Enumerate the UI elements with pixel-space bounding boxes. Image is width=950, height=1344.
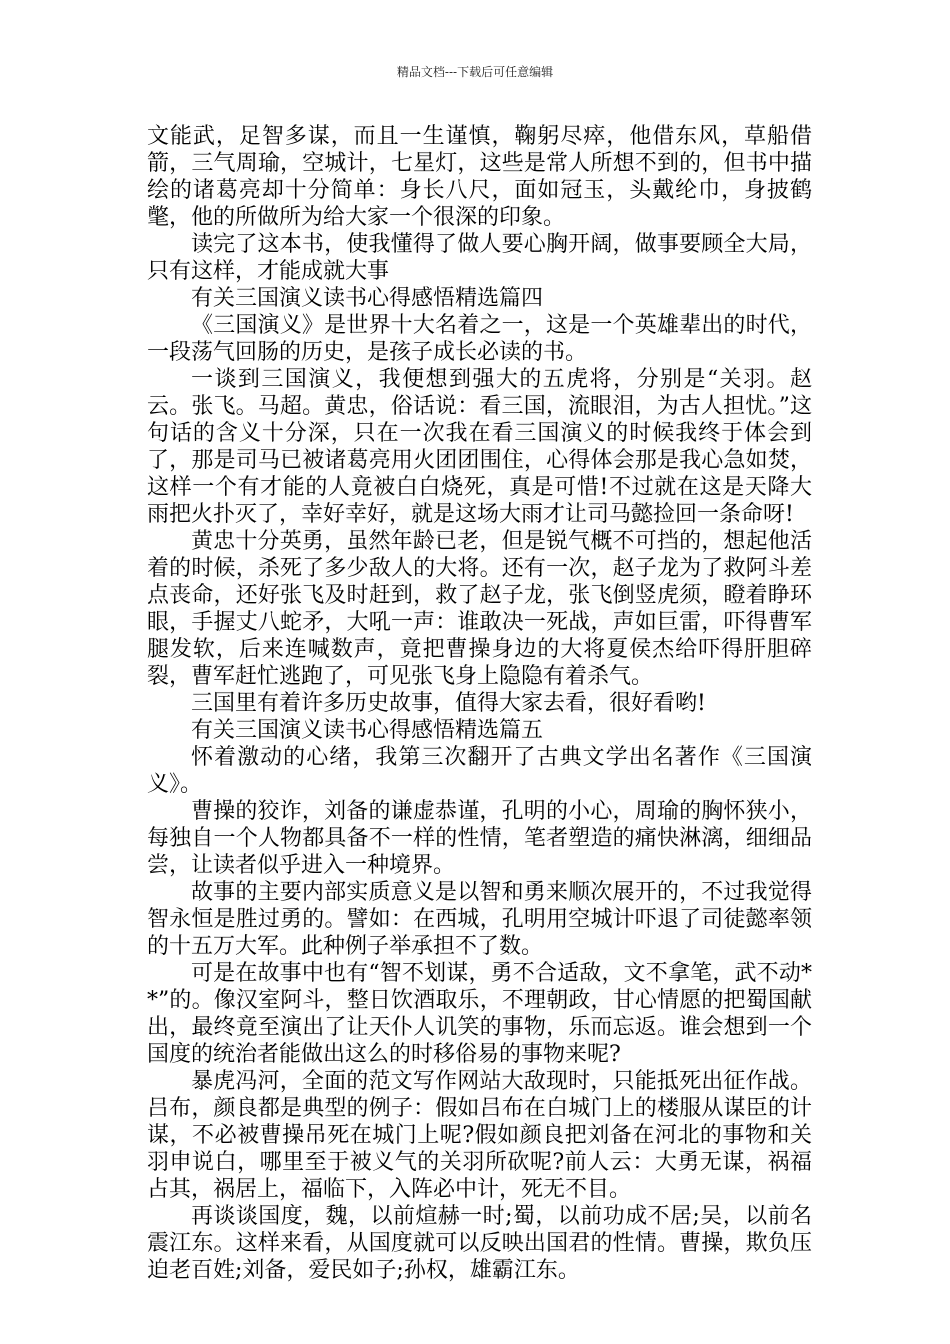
section-heading-4: 有关三国演义读书心得感悟精选篇四 — [191, 286, 544, 311]
paragraph-8: 曹操的狡诈，刘备的谦虚恭谨，孔明的小心，周瑜的胸怀狭小，每独自一个人物都具备不一样的性情，笔者塑造的痛快淋漓，细细品尝，让读者似乎进入一种境界。 — [147, 799, 812, 878]
document-body — [147, 123, 812, 1284]
paragraph-6: 三国里有着许多历史故事，值得大家去看，很好看哟! — [191, 691, 706, 716]
paragraph-2: 读完了这本书，使我懂得了做人要心胸开阔，做事要顾全大局，只有这样，才能成就大事 — [147, 232, 812, 284]
paragraph-9: 故事的主要内部实质意义是以智和勇来顺次展开的，不过我觉得智永恒是胜过勇的。譬如：在西城，孔明用空城计吓退了司徒懿率领的十五万大军。此种例子举承担不了数。 — [147, 880, 812, 959]
paragraph-11: 暴虎冯河，全面的范文写作网站大敌现时，只能抵死出征作战。吕布，颜良都是典型的例子：假如吕布在白城门上的楼服从谋臣的计谋，不必被曹操吊死在城门上呢?假如颜良把刘备在河北的事物和关羽申说白，哪里至于被义气的关羽所砍呢?前人云：大勇无谋，祸福占其，祸居上，福临下，入阵必中计，死无不目。 — [147, 1069, 812, 1202]
page-header: 精品文档---下载后可任意编辑 — [396, 65, 554, 79]
paragraph-12: 再谈谈国度，魏，以前煊赫一时;蜀，以前功成不居;吴，以前名震江东。这样来看，从国度就可以反映出国君的性情。曹操，欺负压迫老百姓;刘备，爱民如子;孙权，雄霸江东。 — [147, 1204, 812, 1283]
paragraph-4: 一谈到三国演义，我便想到强大的五虎将，分别是“关羽。赵云。张飞。马超。黄忠，俗话说：看三国，流眼泪，为古人担忧。”这句话的含义十分深，只在一次我在看三国演义的时候我终于体会到了，那是司马已被诸葛亮用火团团围住，心得体会那是我心急如焚，这样一个有才能的人竟被白白烧死，真是可惜!不过就在这是天降大雨把火扑灭了，幸好幸好，就是这场大雨才让司马懿捡回一条命呀! — [147, 367, 812, 527]
paragraph-10: 可是在故事中也有“智不划谋，勇不合适敌，文不拿笔，武不动**”的。像汉室阿斗，整日饮酒取乐，不理朝政，甘心情愿的把蜀国献出，最终竟至演出了让天仆人讥笑的事物，乐而忘返。谁会想到一个国度的统治者能做出这么的时移俗易的事物来呢? — [147, 961, 812, 1067]
paragraph-5: 黄忠十分英勇，虽然年龄已老，但是锐气概不可挡的，想起他活着的时候，杀死了多少敌人的大将。还有一次，赵子龙为了救阿斗差点丧命，还好张飞及时赶到，救了赵子龙，张飞倒竖虎须，瞪着睁环眼，手握丈八蛇矛，大吼一声：谁敢决一死战，声如巨雷，吓得曹军腿发软，后来连喊数声，竟把曹操身边的大将夏侯杰给吓得肝胆碎裂，曹军赶忙逃跑了，可见张飞身上隐隐有着杀气。 — [147, 529, 812, 689]
paragraph-3: 《三国演义》是世界十大名着之一，这是一个英雄辈出的时代，一段荡气回肠的历史，是孩子成长必读的书。 — [147, 313, 812, 365]
section-heading-5: 有关三国演义读书心得感悟精选篇五 — [191, 718, 544, 743]
paragraph-1: 文能武，足智多谋，而且一生谨慎，鞠躬尽瘁，他借东风，草船借箭，三气周瑜，空城计，七星灯，这些是常人所想不到的，但书中描绘的诸葛亮却十分简单：身长八尺，面如冠玉，头戴纶巾，身披鹤氅，他的所做所为给大家一个很深的印象。 — [147, 124, 812, 230]
paragraph-7: 怀着激动的心绪，我第三次翻开了古典文学出名著作《三国演义》。 — [147, 745, 812, 797]
